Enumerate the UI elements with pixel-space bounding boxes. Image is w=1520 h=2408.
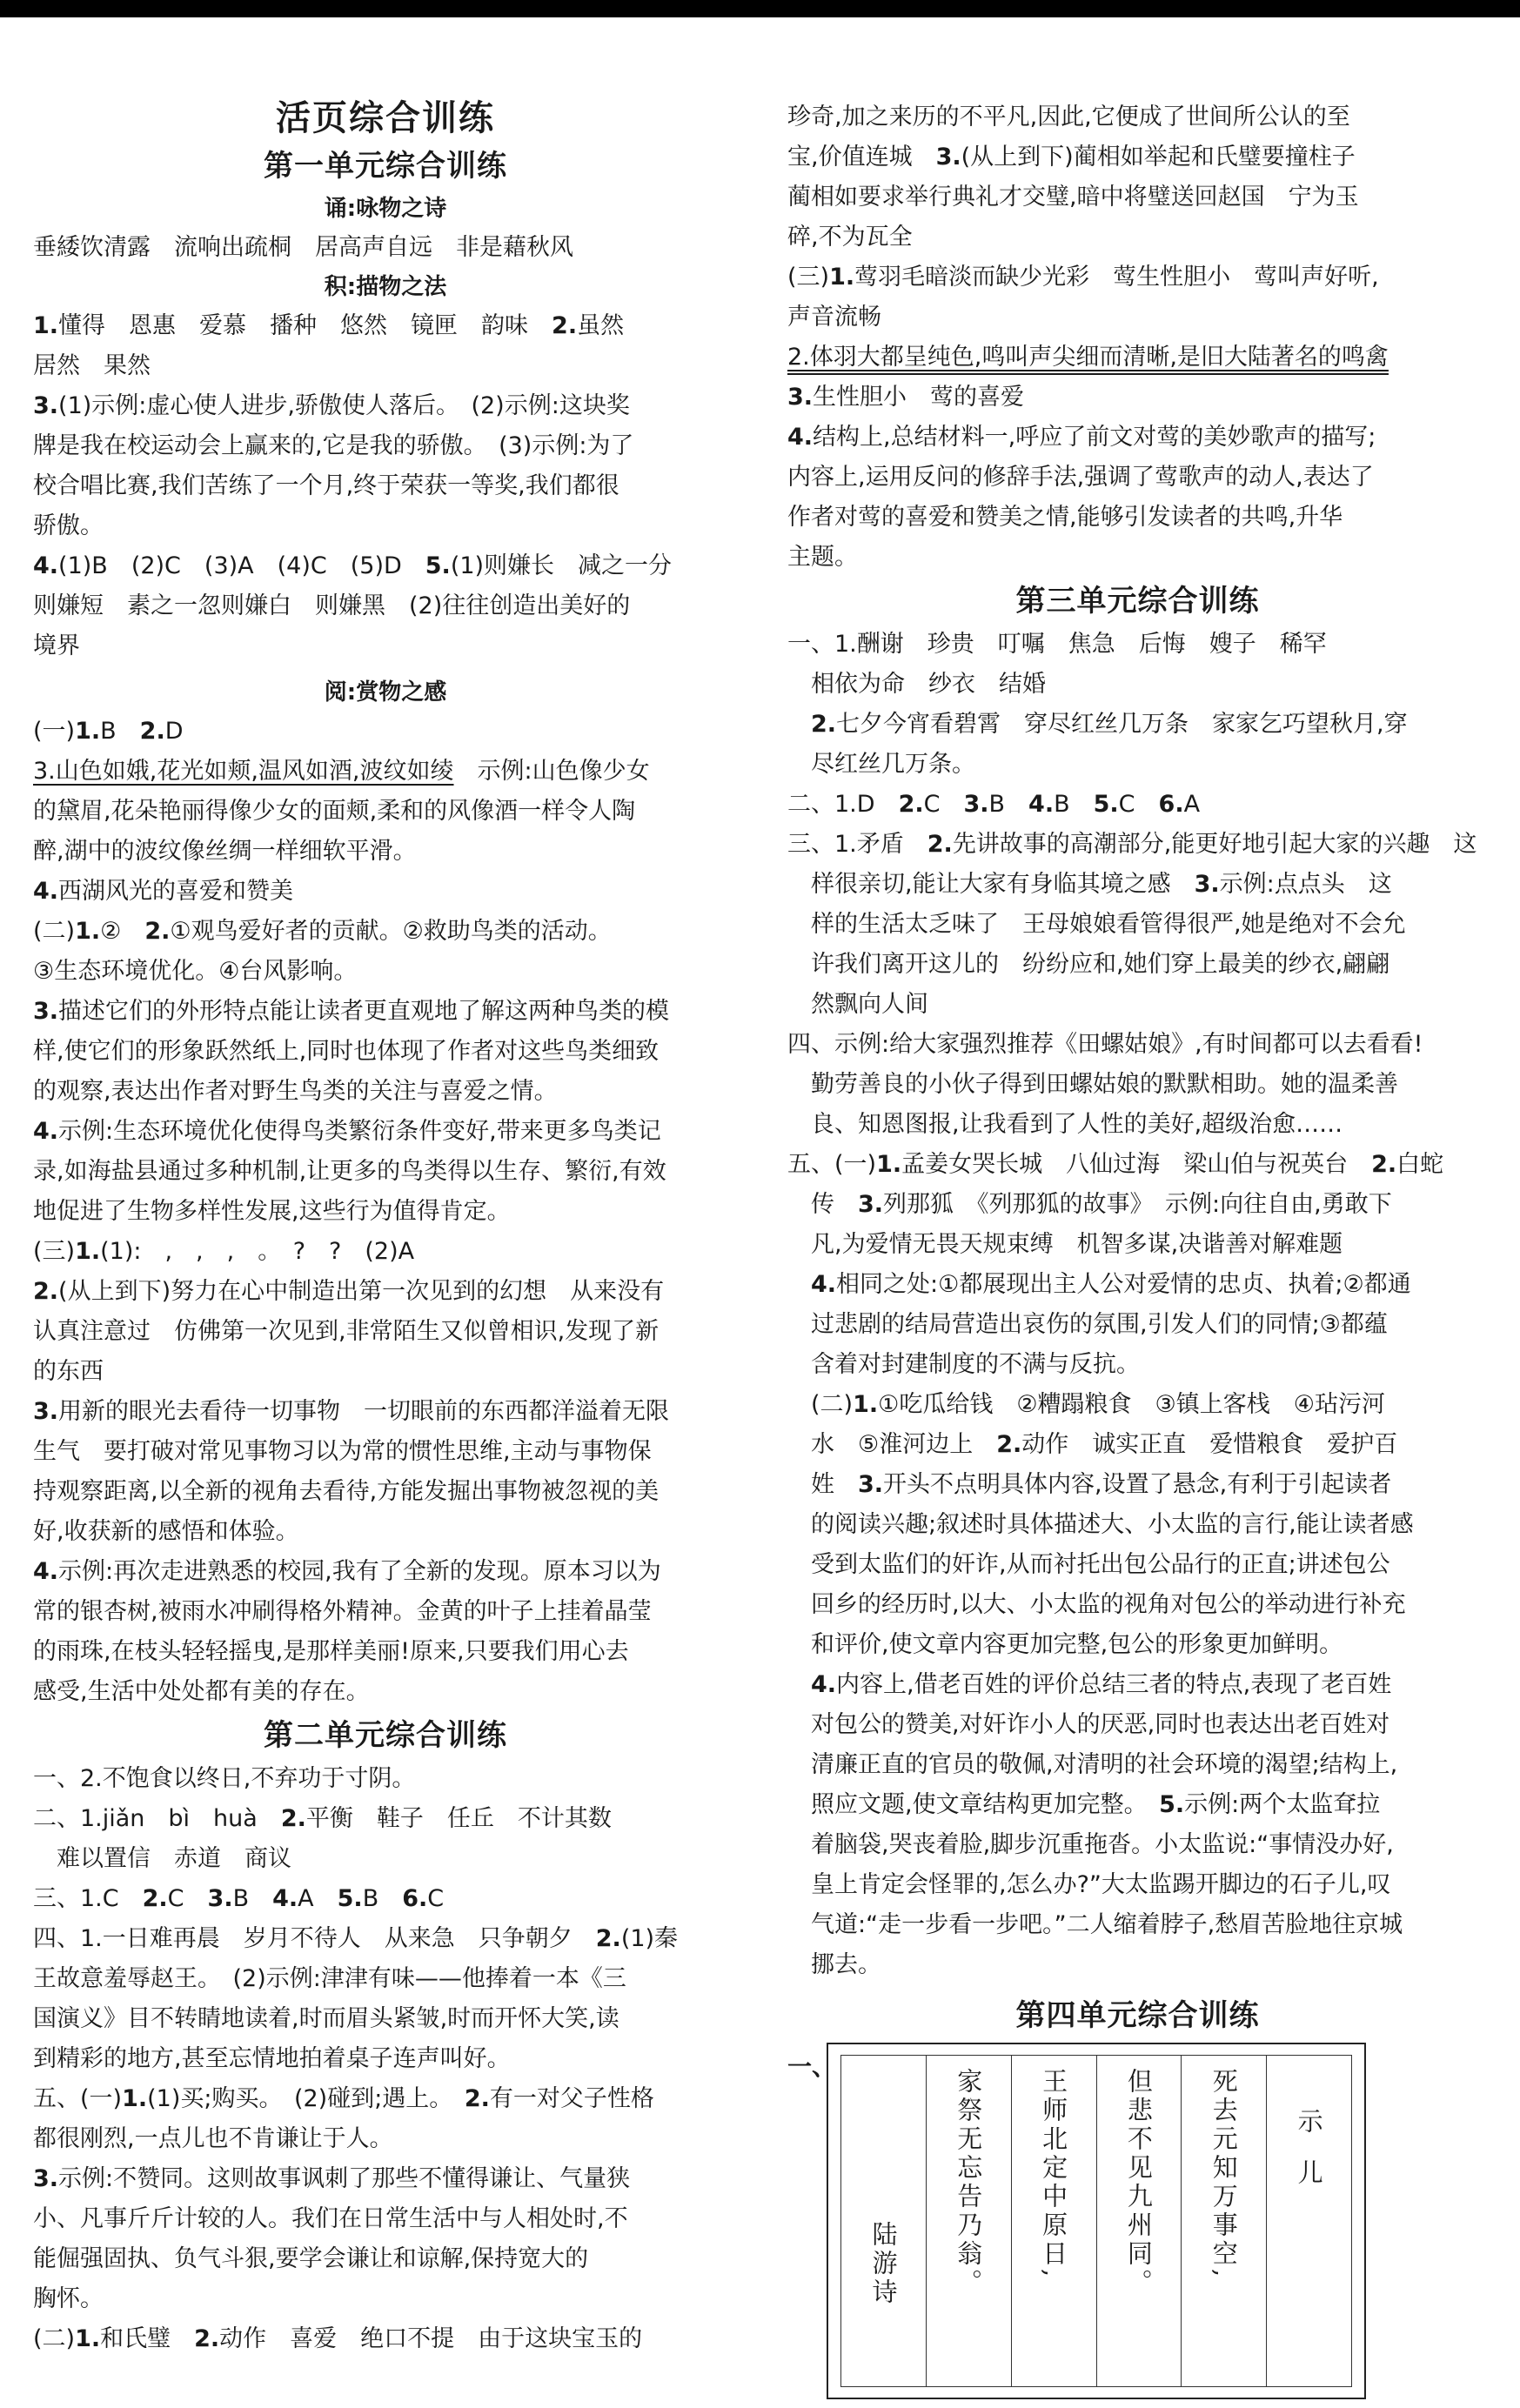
text-line: 的黛眉,花朵艳丽得像少女的面颊,柔和的风像酒一样令人陶	[33, 798, 636, 825]
text-line: 着脑袋,哭丧着脸,脚步沉重拖沓。小太监说:“事情没办好,	[787, 1831, 1394, 1858]
text-line: 王故意羞辱赵王。 (2)示例:津津有味——他捧着一本《三	[33, 1965, 626, 1992]
poem-line-column: 王师北定中原日,	[1011, 2056, 1096, 2386]
left-column	[33, 94, 738, 2359]
text-line: 气道:“走一步看一步吧。”二人缩着脖子,愁眉苦脸地往京城	[787, 1911, 1403, 1938]
text-line: 的观察,表达出作者对野生鸟类的关注与喜爱之情。	[33, 1078, 558, 1105]
poem-line-column: 家祭无忘告乃翁。	[926, 2056, 1011, 2386]
text-line: 姓 3.开头不点明具体内容,设置了悬念,有利于引起读者	[787, 1471, 1392, 1498]
text-line: 二、1.D 2.C 3.B 4.B 5.C 6.A	[787, 791, 1201, 818]
text-line: 一、1.酬谢 珍贵 叮嘱 焦急 后悔 嫂子 稀罕	[787, 631, 1327, 658]
underlined-metaphors: 3.山色如娥,花光如颊,温风如酒,波纹如绫	[33, 758, 454, 785]
text-line: 骄傲。	[33, 512, 104, 539]
text-line: 3.描述它们的外形特点能让读者更直观地了解这两种鸟类的模	[33, 998, 670, 1025]
text-line: 碎,不为瓦全	[787, 224, 913, 251]
unit4-label: 一、	[787, 2052, 837, 2081]
text-line: 照应文题,使文章结构更加完整。 5.示例:两个太监耷拉	[787, 1791, 1381, 1818]
text-line: 和评价,使文章内容更加完整,包公的形象更加鲜明。	[787, 1631, 1343, 1658]
unit2-right-lines-b	[787, 378, 1488, 578]
text-line: 4.(1)B (2)C (3)A (4)C (5)D 5.(1)则嫌长 减之一分	[33, 552, 673, 579]
text-line: 的阅读兴趣;叙述时具体描述大、小太监的言行,能让读者感	[787, 1511, 1414, 1538]
text-line: (二)1.② 2.①观鸟爱好者的贡献。②救助鸟类的活动。	[33, 918, 612, 945]
text-line: 内容上,运用反问的修辞手法,强调了莺歌声的动人,表达了	[787, 464, 1374, 491]
text-line: 的东西	[33, 1358, 104, 1385]
text-line: 4.内容上,借老百姓的评价总结三者的特点,表现了老百姓	[811, 1671, 1392, 1698]
text-line: 4.示例:再次走进熟悉的校园,我有了全新的发现。原本习以为	[33, 1558, 661, 1585]
text-line: 然飘向人间	[787, 991, 928, 1018]
text-line: 样,使它们的形象跃然纸上,同时也体现了作者对这些鸟类细致	[33, 1038, 660, 1065]
unit1-song-heading: 诵:咏物之诗	[324, 196, 447, 222]
text-line: 凡,为爱情无畏天规束缚 机智多谋,决谐善对解难题	[787, 1231, 1343, 1258]
poem-line-column: 但悲不见九州同。	[1096, 2056, 1182, 2386]
text-line: 样的生活太乏味了 王母娘娘看管得很严,她是绝对不会允	[787, 911, 1406, 938]
text-line: 境界	[33, 632, 80, 659]
text-line: 1.懂得 恩惠 爱慕 播种 悠然 镜匣 韵味 2.虽然	[33, 312, 625, 339]
text-line: 录,如海盐县通过多种机制,让更多的鸟类得以生存、繁衍,有效	[33, 1158, 666, 1185]
text-line: 宝,价值连城 3.(从上到下)蔺相如举起和氏璧要撞柱子	[787, 144, 1356, 171]
text-line: (三)1.莺羽毛暗淡而缺少光彩 莺生性胆小 莺叫声好听,	[787, 264, 1379, 291]
unit2-double-underlined-line	[787, 338, 1488, 378]
text-line: 4.示例:生态环境优化使得鸟类繁衍条件变好,带来更多鸟类记	[33, 1118, 661, 1145]
text-line: 勤劳善良的小伙子得到田螺姑娘的默默相助。她的温柔善	[787, 1071, 1398, 1098]
text-line: 3.(1)示例:虚心使人进步,骄傲使人落后。 (2)示例:这块奖	[33, 392, 630, 419]
text-line: 四、1.一日难再晨 岁月不待人 从来急 只争朝夕 2.(1)秦	[33, 1925, 679, 1952]
poem-line-column: 死去元知万事空,	[1181, 2056, 1266, 2386]
text-line: 尽红丝几万条。	[787, 751, 975, 778]
text-line: 受到太监们的奸诈,从而衬托出包公品行的正直;讲述包公	[787, 1551, 1390, 1578]
text-line: 五、(一)1.孟姜女哭长城 八仙过海 梁山伯与祝英台 2.白蛇	[787, 1151, 1444, 1178]
unit1-yue-lines-a	[33, 712, 738, 752]
unit1-ji-heading: 积:描物之法	[324, 274, 447, 300]
text-line: 蔺相如要求举行典礼才交璧,暗中将璧送回赵国 宁为玉	[787, 184, 1359, 211]
text-line: 声音流畅	[787, 304, 881, 331]
text-line: 持观察距离,以全新的视角去看待,方能发掘出事物被忽视的美	[33, 1478, 660, 1505]
text-line: 校合唱比赛,我们苦练了一个月,终于荣获一等奖,我们都很	[33, 472, 619, 499]
unit1-yue-lines-b	[33, 792, 738, 1712]
text-line: 三、1.矛盾 2.先讲故事的高潮部分,能更好地引起大家的兴趣 这	[787, 831, 1477, 858]
text-line: 地促进了生物多样性发展,这些行为值得肯定。	[33, 1198, 511, 1225]
text-line: 3.示例:不赞同。这则故事讽刺了那些不懂得谦让、气量狭	[33, 2165, 631, 2192]
text-line: 清廉正直的官员的敬佩,对清明的社会环境的渴望;结构上,	[787, 1751, 1398, 1778]
text-line: 难以置信 赤道 商议	[33, 1845, 291, 1872]
poem-author-column	[841, 2056, 926, 2386]
unit1-song-lines	[33, 228, 738, 268]
poem-box	[827, 2043, 1366, 2399]
poem-answer	[787, 2043, 1488, 2408]
text-line: 良、知恩图报,让我看到了人性的美好,超级治愈……	[787, 1111, 1343, 1138]
text-line: 五、(一)1.(1)买;购买。 (2)碰到;遇上。 2.有一对父子性格	[33, 2085, 654, 2112]
text-line: (一)1.B 2.D	[33, 718, 184, 745]
poem-grid	[840, 2055, 1352, 2387]
text-line: 到精彩的地方,甚至忘情地拍着桌子连声叫好。	[33, 2045, 511, 2072]
unit2-right-lines	[787, 97, 1488, 338]
text-line: 都很刚烈,一点儿也不肯谦让于人。	[33, 2125, 393, 2152]
text-line: 传 3.列那狐 《列那狐的故事》 示例:向往自由,勇敢下	[787, 1191, 1392, 1218]
text-line: 小、凡事斤斤计较的人。我们在日常生活中与人相处时,不	[33, 2205, 628, 2232]
unit3-lines	[787, 625, 1488, 1985]
unit1-yue-underlined-line: 3.山色如娥,花光如颊,温风如酒,波纹如绫 示例:山色像少女	[33, 758, 650, 785]
text-line: (二)1.和氏璧 2.动作 喜爱 绝口不提 由于这块宝玉的	[33, 2325, 643, 2352]
poem-author: 陆游诗	[868, 2221, 899, 2307]
text-line: 认真注意过 仿佛第一次见到,非常陌生又似曾相识,发现了新	[33, 1318, 660, 1345]
text-line: 一、2.不饱食以终日,不弃功于寸阴。	[33, 1765, 416, 1792]
text-line: 4.结构上,总结材料一,呼应了前文对莺的美妙歌声的描写;	[787, 424, 1376, 451]
text-line: 对包公的赞美,对奸诈小人的厌恶,同时也表达出老百姓对	[787, 1711, 1390, 1738]
text-line: 常的银杏树,被雨水冲刷得格外精神。金黄的叶子上挂着晶莹	[33, 1598, 652, 1625]
text-line: (二)1.①吃瓜给钱 ②糟蹋粮食 ③镇上客栈 ④玷污河	[787, 1391, 1385, 1418]
text-line: (三)1.(1): , , , 。 ? ? (2)A	[33, 1238, 415, 1265]
text-line: 作者对莺的喜爱和赞美之情,能够引发读者的共鸣,升华	[787, 504, 1343, 531]
text-line: 好,收获新的感悟和体验。	[33, 1518, 299, 1545]
text-line: 垂緌饮清露 流响出疏桐 居高声自远 非是藉秋风	[33, 234, 573, 261]
unit4-title: 第四单元综合训练	[1015, 1998, 1260, 2033]
unit2-title: 第二单元综合训练	[264, 1718, 507, 1753]
text-line: 胸怀。	[33, 2285, 104, 2312]
text-line: 皇上肯定会怪罪的,怎么办?”大太监踢开脚边的石子儿,叹	[787, 1871, 1391, 1898]
text-line: 四、示例:给大家强烈推荐《田螺姑娘》,有时间都可以去看看!	[787, 1031, 1423, 1058]
text-line: 醉,湖中的波纹像丝绸一样细软平滑。	[33, 838, 417, 865]
text-line: 的雨珠,在枝头轻轻摇曳,是那样美丽!原来,只要我们用心去	[33, 1638, 629, 1665]
text-line: 4.西湖风光的喜爱和赞美	[33, 878, 294, 905]
text-line: 则嫌短 素之一忽则嫌白 则嫌黑 (2)往往创造出美好的	[33, 592, 631, 619]
poem-title-column	[1266, 2056, 1351, 2386]
text-line: 三、1.C 2.C 3.B 4.A 5.B 6.C	[33, 1885, 445, 1912]
text-line: 2.七夕今宵看碧霄 穿尽红丝几万条 家家乞巧望秋月,穿	[811, 711, 1408, 738]
text-line: ③生态环境优化。④台风影响。	[33, 958, 358, 985]
top-border	[0, 0, 1520, 17]
text-line: 二、1.jiǎn bì huà 2.平衡 鞋子 任丘 不计其数	[33, 1805, 612, 1832]
text-line: 珍奇,加之来历的不平凡,因此,它便成了世间所公认的至	[787, 104, 1350, 130]
text-line: 过悲剧的结局营造出哀伤的氛围,引发人们的同情;③都蕴	[787, 1311, 1388, 1338]
text-line: 回乡的经历时,以大、小太监的视角对包公的举动进行补充	[787, 1591, 1406, 1618]
text-line: 3.用新的眼光去看待一切事物 一切眼前的东西都洋溢着无限	[33, 1398, 670, 1425]
text-line: 含着对封建制度的不满与反抗。	[787, 1351, 1140, 1378]
unit1-title: 第一单元综合训练	[264, 149, 507, 184]
text-line: 感受,生活中处处都有美的存在。	[33, 1678, 370, 1705]
text-line: 生气 要打破对常见事物习以为常的惯性思维,主动与事物保	[33, 1438, 652, 1465]
unit2-lines	[33, 1759, 738, 2359]
text-line: 相依为命 纱衣 结婚	[787, 671, 1046, 698]
text-line: 能倔强固执、负气斗狠,要学会谦让和谅解,保持宽大的	[33, 2245, 589, 2272]
unit1-ji-lines	[33, 306, 738, 666]
text-line: 许我们离开这儿的 纷纷应和,她们穿上最美的纱衣,翩翩	[787, 951, 1390, 978]
text-line: 牌是我在校运动会上赢来的,它是我的骄傲。 (3)示例:为了	[33, 432, 634, 459]
text-line: 样很亲切,能让大家有身临其境之感 3.示例:点点头 这	[787, 871, 1392, 898]
text-line: 2.(从上到下)努力在心中制造出第一次见到的幻想 从来没有	[33, 1278, 665, 1305]
text-line: 国演义》目不转睛地读着,时而眉头紧皱,时而开怀大笑,读	[33, 2005, 619, 2032]
page-title: 活页综合训练	[276, 98, 495, 138]
double-underlined-answer: 2.体羽大都呈纯色,鸣叫声尖细而清晰,是旧大陆著名的鸣禽	[787, 344, 1389, 371]
unit3-title: 第三单元综合训练	[1015, 584, 1260, 619]
text-line: 挪去。	[787, 1951, 881, 1978]
text-line: 4.相同之处:①都展现出主人公对爱情的忠贞、执着;②都通	[811, 1271, 1411, 1298]
poem-title: 示儿	[1294, 2108, 1324, 2211]
text-line: 居然 果然	[33, 352, 151, 379]
text-line: 主题。	[787, 544, 858, 571]
unit1-yue-heading: 阅:赏物之感	[324, 679, 447, 706]
text-line: 水 ⑤淮河边上 2.动作 诚实正直 爱惜粮食 爱护百	[787, 1431, 1398, 1458]
text-line: 3.生性胆小 莺的喜爱	[787, 384, 1025, 411]
right-column	[787, 97, 1488, 2408]
